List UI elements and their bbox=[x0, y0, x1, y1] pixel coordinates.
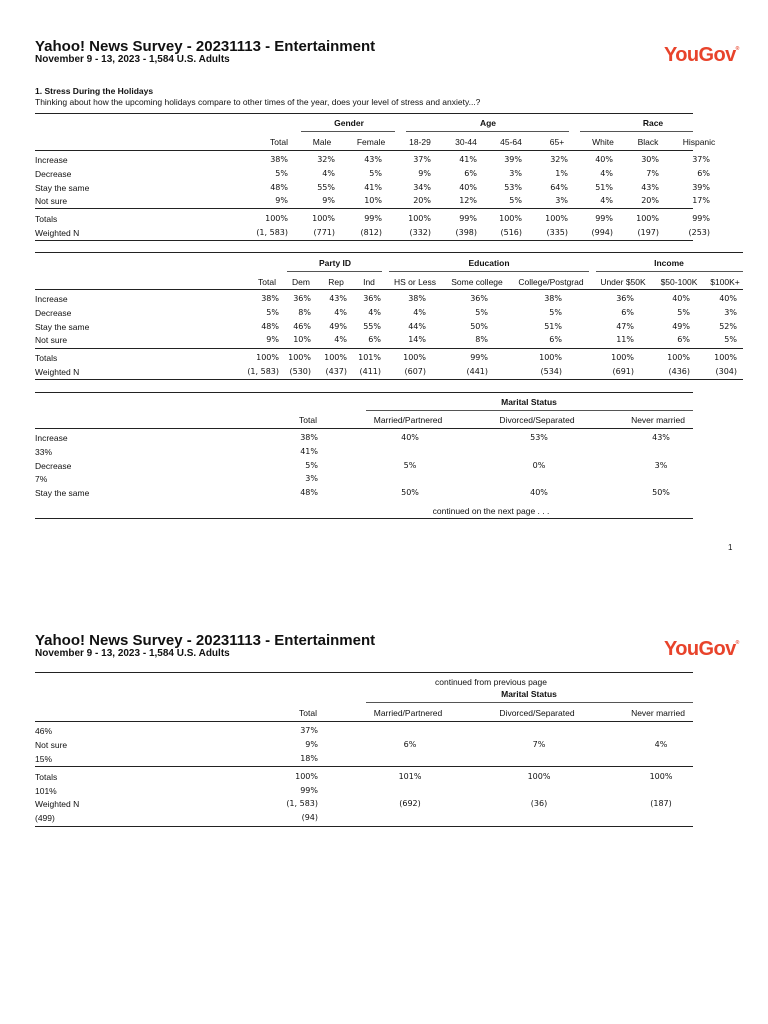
group-underline-party-id bbox=[287, 271, 382, 272]
group-header-marital-status: Marital Status bbox=[501, 397, 557, 407]
group-header-education: Education bbox=[468, 258, 510, 268]
column-header: Some college bbox=[451, 277, 503, 287]
question-text: Thinking about how the upcoming holidays compare to other times of the year, does your level of stress and anxiety...? bbox=[35, 97, 481, 107]
table-cell: (437) bbox=[325, 367, 347, 376]
row-label: Weighted N bbox=[35, 228, 80, 238]
totals-rule bbox=[35, 766, 693, 767]
table-cell: 40% bbox=[459, 183, 477, 192]
table-cell: (530) bbox=[289, 367, 311, 376]
group-underline-marital-status bbox=[366, 410, 693, 411]
row-label: Totals bbox=[35, 772, 58, 782]
table-cell: 10% bbox=[293, 335, 311, 344]
row-label: 7% bbox=[35, 474, 48, 484]
table-cell: (94) bbox=[301, 813, 318, 822]
column-header: Hispanic bbox=[682, 137, 716, 147]
table-cell: 38% bbox=[544, 294, 562, 303]
table-cell: 49% bbox=[672, 322, 690, 331]
table-cell: 48% bbox=[261, 322, 279, 331]
table-cell: 12% bbox=[459, 196, 477, 205]
table-cell: 100% bbox=[324, 353, 347, 362]
table-cell: 99% bbox=[692, 214, 710, 223]
table-cell: 38% bbox=[261, 294, 279, 303]
table-cell: 100% bbox=[714, 353, 737, 362]
table-cell: 43% bbox=[329, 294, 347, 303]
table-cell: (253) bbox=[688, 228, 710, 237]
column-header: Total bbox=[299, 708, 317, 718]
table-cell: 49% bbox=[329, 322, 347, 331]
table-cell: 6% bbox=[621, 308, 634, 317]
table-cell: 50% bbox=[401, 488, 419, 497]
page-number: 1 bbox=[728, 543, 733, 552]
table-cell: 40% bbox=[719, 294, 737, 303]
table-cell: 4% bbox=[334, 308, 347, 317]
table-cell: 36% bbox=[470, 294, 488, 303]
table-cell: 101% bbox=[358, 353, 381, 362]
document-subtitle: November 9 - 13, 2023 - 1,584 U.S. Adults bbox=[35, 54, 230, 65]
table-cell: 5% bbox=[275, 169, 288, 178]
document-subtitle: November 9 - 13, 2023 - 1,584 U.S. Adults bbox=[35, 648, 230, 659]
row-label: Decrease bbox=[35, 308, 72, 318]
table-cell: 3% bbox=[724, 308, 737, 317]
table-cell: 41% bbox=[459, 155, 477, 164]
table-cell: 51% bbox=[544, 322, 562, 331]
table-cell: 36% bbox=[616, 294, 634, 303]
table-cell: (771) bbox=[313, 228, 335, 237]
table-cell: 5% bbox=[677, 308, 690, 317]
table-cell: 8% bbox=[475, 335, 488, 344]
table-cell: 48% bbox=[300, 488, 318, 497]
table-cell: 5% bbox=[475, 308, 488, 317]
table-cell: 99% bbox=[364, 214, 382, 223]
table-cell: 5% bbox=[509, 196, 522, 205]
table-cell: 43% bbox=[641, 183, 659, 192]
table-cell: 37% bbox=[300, 726, 318, 735]
table-cell: 48% bbox=[270, 183, 288, 192]
table-cell: 38% bbox=[300, 433, 318, 442]
table-cell: 100% bbox=[265, 214, 288, 223]
table-cell: 30% bbox=[641, 155, 659, 164]
table-cell: 100% bbox=[295, 772, 318, 781]
table-cell: 46% bbox=[293, 322, 311, 331]
continued-note: continued on the next page . . . bbox=[432, 506, 550, 516]
table-cell: 38% bbox=[270, 155, 288, 164]
column-header: Married/Partnered bbox=[373, 708, 443, 718]
table-cell: 4% bbox=[334, 335, 347, 344]
row-label: 33% bbox=[35, 447, 53, 457]
table-cell: (411) bbox=[359, 367, 381, 376]
table-cell: 100% bbox=[312, 214, 335, 223]
row-label: Stay the same bbox=[35, 488, 90, 498]
table-cell: 17% bbox=[692, 196, 710, 205]
column-header: Never married bbox=[631, 415, 685, 425]
table-cell: 100% bbox=[256, 353, 279, 362]
table-cell: 41% bbox=[300, 447, 318, 456]
table-cell: (398) bbox=[455, 228, 477, 237]
table-cell: 20% bbox=[641, 196, 659, 205]
column-header: 45-64 bbox=[500, 137, 522, 147]
logo-text: YouGov bbox=[664, 44, 736, 66]
table-cell: (812) bbox=[360, 228, 382, 237]
table-cell: 50% bbox=[470, 322, 488, 331]
table-cell: 53% bbox=[530, 433, 548, 442]
table-cell: 4% bbox=[322, 169, 335, 178]
row-label: 46% bbox=[35, 726, 53, 736]
table-top-rule bbox=[35, 392, 693, 393]
table-cell: (304) bbox=[715, 367, 737, 376]
page-2 bbox=[0, 594, 768, 1024]
header-rule bbox=[35, 428, 693, 429]
table-bottom-rule bbox=[35, 826, 693, 827]
column-header: Total bbox=[258, 277, 276, 287]
table-cell: 100% bbox=[403, 353, 426, 362]
group-underline-marital-status bbox=[366, 702, 693, 703]
table-cell: 47% bbox=[616, 322, 634, 331]
table-cell: 9% bbox=[305, 740, 318, 749]
table-cell: (332) bbox=[409, 228, 431, 237]
table-cell: (1, 583) bbox=[256, 228, 288, 237]
table-cell: 36% bbox=[293, 294, 311, 303]
table-bottom-rule bbox=[35, 240, 693, 241]
table-cell: 9% bbox=[275, 196, 288, 205]
column-header: Divorced/Separated bbox=[499, 708, 575, 718]
column-header: Total bbox=[299, 415, 317, 425]
column-header: 65+ bbox=[549, 137, 565, 147]
table-cell: 100% bbox=[649, 772, 673, 781]
document-title: Yahoo! News Survey - 20231113 - Entertainment bbox=[35, 632, 376, 649]
table-cell: 6% bbox=[368, 335, 381, 344]
column-header: Never married bbox=[631, 708, 685, 718]
table-cell: (1, 583) bbox=[286, 799, 318, 808]
row-label: Weighted N bbox=[35, 799, 80, 809]
table-cell: 4% bbox=[600, 196, 613, 205]
table-cell: 14% bbox=[408, 335, 426, 344]
table-cell: 0% bbox=[532, 461, 546, 470]
table-cell: 4% bbox=[600, 169, 613, 178]
table-cell: 36% bbox=[363, 294, 381, 303]
document-title: Yahoo! News Survey - 20231113 - Entertainment bbox=[35, 38, 376, 55]
row-label: Weighted N bbox=[35, 367, 80, 377]
column-header: Total bbox=[270, 137, 288, 147]
table-cell: 5% bbox=[266, 308, 279, 317]
column-header: Black bbox=[637, 137, 659, 147]
table-cell: 9% bbox=[266, 335, 279, 344]
column-header: Divorced/Separated bbox=[499, 415, 575, 425]
table-cell: 6% bbox=[697, 169, 710, 178]
column-header: Female bbox=[356, 137, 386, 147]
table-cell: 38% bbox=[408, 294, 426, 303]
table-cell: 11% bbox=[616, 335, 634, 344]
table-cell: 4% bbox=[654, 740, 668, 749]
group-underline-race bbox=[580, 131, 693, 132]
table-cell: 4% bbox=[413, 308, 426, 317]
totals-rule bbox=[35, 348, 743, 349]
row-label: Increase bbox=[35, 294, 68, 304]
table-cell: 100% bbox=[499, 214, 522, 223]
column-header: White bbox=[592, 137, 614, 147]
table-cell: 99% bbox=[459, 214, 477, 223]
table-cell: 55% bbox=[317, 183, 335, 192]
table-cell: 8% bbox=[298, 308, 311, 317]
column-header: $50-100K bbox=[660, 277, 698, 287]
table-cell: 7% bbox=[646, 169, 659, 178]
table-cell: 5% bbox=[549, 308, 562, 317]
table-cell: 99% bbox=[470, 353, 488, 362]
column-header: Ind bbox=[363, 277, 375, 287]
column-header: College/Postgrad bbox=[518, 277, 584, 287]
yougov-logo bbox=[664, 44, 739, 67]
row-label: Totals bbox=[35, 214, 58, 224]
header-rule bbox=[35, 721, 693, 722]
table-cell: 100% bbox=[545, 214, 568, 223]
table-cell: (516) bbox=[500, 228, 522, 237]
row-label: Increase bbox=[35, 433, 68, 443]
column-header: Rep bbox=[328, 277, 344, 287]
table-cell: 40% bbox=[401, 433, 419, 442]
table-cell: 6% bbox=[464, 169, 477, 178]
table-cell: 51% bbox=[595, 183, 613, 192]
table-cell: 99% bbox=[300, 786, 318, 795]
totals-rule bbox=[35, 208, 693, 209]
table-cell: (994) bbox=[591, 228, 613, 237]
table-bottom-rule bbox=[35, 518, 693, 519]
table-cell: 39% bbox=[504, 155, 522, 164]
group-header-age: Age bbox=[479, 118, 497, 128]
row-label: 101% bbox=[35, 786, 57, 796]
row-label: Totals bbox=[35, 353, 58, 363]
question-title: 1. Stress During the Holidays bbox=[35, 86, 154, 96]
table-cell: (187) bbox=[650, 799, 672, 808]
table-cell: 100% bbox=[611, 353, 634, 362]
table-cell: (335) bbox=[546, 228, 568, 237]
table-cell: 6% bbox=[403, 740, 417, 749]
column-header: 18-29 bbox=[409, 137, 431, 147]
table-cell: 43% bbox=[652, 433, 670, 442]
table-cell: (607) bbox=[404, 367, 426, 376]
table-cell: 5% bbox=[369, 169, 382, 178]
column-header: Under $50K bbox=[600, 277, 646, 287]
table-top-rule bbox=[35, 672, 693, 673]
row-label: Decrease bbox=[35, 169, 72, 179]
table-cell: 101% bbox=[398, 772, 422, 781]
column-header: Male bbox=[312, 137, 332, 147]
table-cell: 55% bbox=[363, 322, 381, 331]
yougov-logo bbox=[664, 638, 739, 661]
table-cell: 100% bbox=[408, 214, 431, 223]
logo-registered-mark: ® bbox=[735, 46, 740, 52]
table-cell: 100% bbox=[636, 214, 659, 223]
table-cell: 37% bbox=[413, 155, 431, 164]
table-cell: 32% bbox=[317, 155, 335, 164]
table-cell: 64% bbox=[550, 183, 568, 192]
table-cell: (436) bbox=[668, 367, 690, 376]
table-cell: 32% bbox=[550, 155, 568, 164]
table-cell: 20% bbox=[413, 196, 431, 205]
table-cell: (441) bbox=[466, 367, 488, 376]
table-cell: 43% bbox=[364, 155, 382, 164]
continued-from-note: continued from previous page bbox=[435, 677, 547, 687]
table-cell: 100% bbox=[527, 772, 551, 781]
table-cell: 100% bbox=[667, 353, 690, 362]
table-cell: 37% bbox=[692, 155, 710, 164]
table-cell: 41% bbox=[364, 183, 382, 192]
row-label: (499) bbox=[35, 813, 55, 823]
table-cell: 7% bbox=[532, 740, 546, 749]
table-cell: 6% bbox=[677, 335, 690, 344]
table-cell: 9% bbox=[418, 169, 431, 178]
table-cell: 50% bbox=[652, 488, 670, 497]
table-cell: 9% bbox=[322, 196, 335, 205]
table-cell: 6% bbox=[549, 335, 562, 344]
row-label: 15% bbox=[35, 754, 53, 764]
table-cell: (691) bbox=[612, 367, 634, 376]
table-cell: 44% bbox=[408, 322, 426, 331]
row-label: Stay the same bbox=[35, 322, 90, 332]
table-cell: 53% bbox=[504, 183, 522, 192]
table-cell: 40% bbox=[530, 488, 548, 497]
header-rule bbox=[35, 150, 693, 151]
table-cell: 34% bbox=[413, 183, 431, 192]
table-cell: 99% bbox=[595, 214, 613, 223]
table-top-rule bbox=[35, 252, 743, 253]
logo-text: YouGov bbox=[664, 638, 736, 660]
column-header: HS or Less bbox=[393, 277, 437, 287]
group-header-gender: Gender bbox=[334, 118, 364, 128]
table-cell: 40% bbox=[595, 155, 613, 164]
table-cell: 100% bbox=[539, 353, 562, 362]
logo-registered-mark: ® bbox=[735, 640, 740, 646]
group-underline-age bbox=[406, 131, 569, 132]
table-cell: (534) bbox=[540, 367, 562, 376]
group-underline-gender bbox=[301, 131, 395, 132]
table-cell: 3% bbox=[305, 474, 318, 483]
table-cell: 4% bbox=[368, 308, 381, 317]
column-header: Dem bbox=[292, 277, 310, 287]
column-header: 30-44 bbox=[455, 137, 477, 147]
row-label: Decrease bbox=[35, 461, 72, 471]
group-underline-education bbox=[389, 271, 589, 272]
group-header-party-id: Party ID bbox=[318, 258, 352, 268]
table-cell: 52% bbox=[719, 322, 737, 331]
row-label: Stay the same bbox=[35, 183, 90, 193]
table-cell: 39% bbox=[692, 183, 710, 192]
table-cell: (36) bbox=[530, 799, 548, 808]
row-label: Not sure bbox=[35, 196, 68, 206]
row-label: Not sure bbox=[35, 740, 68, 750]
column-header: $100K+ bbox=[710, 277, 740, 287]
table-cell: 3% bbox=[654, 461, 668, 470]
group-underline-income bbox=[596, 271, 743, 272]
table-cell: 40% bbox=[672, 294, 690, 303]
table-cell: (1, 583) bbox=[247, 367, 279, 376]
group-header-race: Race bbox=[642, 118, 664, 128]
table-bottom-rule bbox=[35, 379, 743, 380]
table-top-rule bbox=[35, 113, 693, 114]
column-header: Married/Partnered bbox=[373, 415, 443, 425]
group-header-income: Income bbox=[654, 258, 684, 268]
table-cell: 3% bbox=[509, 169, 522, 178]
table-cell: 100% bbox=[288, 353, 311, 362]
table-cell: 5% bbox=[305, 461, 318, 470]
row-label: Increase bbox=[35, 155, 68, 165]
table-cell: 5% bbox=[403, 461, 417, 470]
group-header-marital-status: Marital Status bbox=[501, 689, 557, 699]
row-label: Not sure bbox=[35, 335, 68, 345]
table-cell: 1% bbox=[555, 169, 568, 178]
table-cell: 3% bbox=[555, 196, 568, 205]
table-cell: (197) bbox=[637, 228, 659, 237]
table-cell: (692) bbox=[399, 799, 421, 808]
header-rule bbox=[35, 289, 743, 290]
table-cell: 10% bbox=[364, 196, 382, 205]
table-cell: 5% bbox=[724, 335, 737, 344]
table-cell: 18% bbox=[300, 754, 318, 763]
